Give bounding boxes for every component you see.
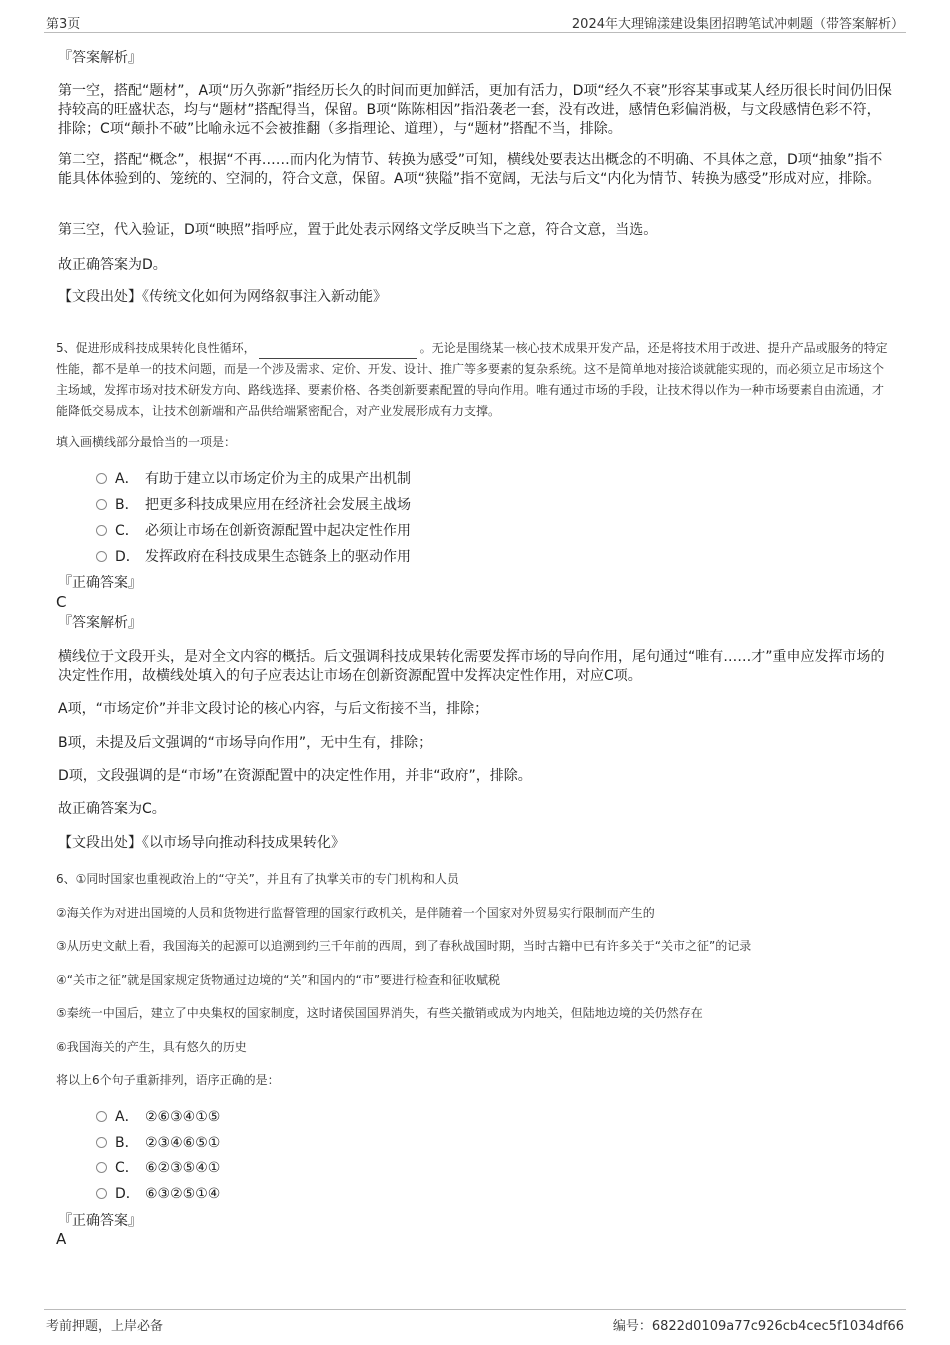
option-letter: A．: [115, 1109, 139, 1125]
q6-prompt: 将以上6个句子重新排列，语序正确的是：: [56, 1073, 280, 1087]
q5-option-c[interactable]: [96, 520, 411, 540]
option-text: ②③④⑥⑤①: [145, 1135, 221, 1151]
q6-option-c[interactable]: [96, 1157, 220, 1177]
page-number: 第3页: [46, 17, 81, 32]
option-letter: B．: [115, 1135, 139, 1151]
fill-blank: [259, 344, 417, 359]
q5-analysis-para4: D项，文段强调的是“市场”在资源配置中的决定性作用，并非“政府”，排除。: [58, 768, 532, 784]
q4-analysis-para1: 第一空，搭配“题材”，A项“历久弥新”指经历长久的时间而更加鲜活，更加有活力，D项“经久不衰”形容某事或某人经历很长时间仍旧保持较高的旺盛状态，均与“题材”搭配得当，保留。B项“陈陈相因”指沿袭老一套，没有改进，感情色彩偏消极，与文段感情色彩不符，排除；C项“颠扑不破”比喻永远不会被推翻（多指理论、道理），与“题材”搭配不当，排除。: [58, 83, 892, 137]
option-text: ⑥③②⑤①④: [145, 1186, 221, 1202]
q6-answer-title: 『正确答案』: [58, 1213, 142, 1229]
q5-analysis-para2: A项，“市场定价”并非文段讨论的核心内容，与后文衔接不当，排除；: [58, 701, 489, 717]
radio-icon[interactable]: [96, 1137, 107, 1148]
radio-icon[interactable]: [96, 473, 107, 484]
q6-sentence-1: 6、①同时国家也重视政治上的“守关”，并且有了执掌关市的专门机构和人员: [56, 872, 459, 886]
q6-sentence-6: ⑥我国海关的产生，具有悠久的历史: [56, 1040, 247, 1054]
option-text: 把更多科技成果应用在经济社会发展主战场: [145, 497, 411, 513]
q6-option-d[interactable]: [96, 1183, 220, 1203]
option-letter: C．: [115, 1160, 139, 1176]
q6-sentence-5: ⑤秦统一中国后，建立了中央集权的国家制度，这时诸侯国国界消失，有些关撤销或成为内地关，但陆地边境的关仍然存在: [56, 1006, 703, 1020]
option-text: ⑥②③⑤④①: [145, 1160, 221, 1176]
option-letter: C．: [115, 523, 139, 539]
q5-prompt: 填入画横线部分最恰当的一项是：: [56, 435, 237, 449]
radio-icon[interactable]: [96, 525, 107, 536]
q5-answer-title: 『正确答案』: [58, 575, 142, 591]
q5-option-a[interactable]: [96, 468, 411, 488]
q4-analysis-para2: 第二空，搭配“概念”，根据“不再……而内化为情节、转换为感受”可知，横线处要表达出概念的不明确、不具体之意，D项“抽象”指不能具体体验到的、笼统的、空洞的，符合文意，保留。A项“狭隘”指不宽阔，无法与后文“内化为情节、转换为感受”形成对应，排除。: [58, 152, 883, 187]
option-text: 有助于建立以市场定价为主的成果产出机制: [145, 471, 411, 487]
option-text: 发挥政府在科技成果生态链条上的驱动作用: [145, 549, 411, 565]
q6-sentence-4: ④“关市之征”就是国家规定货物通过边境的“关”和国内的“市”要进行检查和征收赋税: [56, 973, 501, 987]
q6-option-a[interactable]: [96, 1106, 220, 1126]
q5-analysis-para3: B项，未提及后文强调的“市场导向作用”，无中生有，排除；: [58, 735, 433, 751]
option-text: 必须让市场在创新资源配置中起决定性作用: [145, 523, 411, 539]
q6-option-b[interactable]: [96, 1132, 220, 1152]
page-header: [44, 10, 906, 33]
option-text: ②⑥③④①⑤: [145, 1109, 221, 1125]
document-title: 2024年大理锦漾建设集团招聘笔试冲刺题（带答案解析）: [571, 17, 904, 32]
option-letter: A．: [115, 471, 139, 487]
radio-icon[interactable]: [96, 1111, 107, 1122]
q5-analysis-para1: 横线位于文段开头，是对全文内容的概括。后文强调科技成果转化需要发挥市场的导向作用，尾句通过“唯有……才”重申应发挥市场的决定性作用，故横线处填入的句子应表达让市场在创新资源配置中发挥决定性作用，对应C项。: [58, 649, 885, 684]
q5-analysis-title: 『答案解析』: [58, 615, 142, 631]
radio-icon[interactable]: [96, 551, 107, 562]
q5-answer: C: [56, 593, 67, 611]
q5-source: 【文段出处】《以市场导向推动科技成果转化》: [58, 835, 345, 851]
q5-option-b[interactable]: [96, 494, 411, 514]
radio-icon[interactable]: [96, 1162, 107, 1173]
q6-sentence-3: ③从历史文献上看，我国海关的起源可以追溯到约三千年前的西周，到了春秋战国时期，当时古籍中已有许多关于“关市之征”的记录: [56, 939, 752, 953]
q6-sentence-2: ②海关作为对进出国境的人员和货物进行监督管理的国家行政机关，是伴随着一个国家对外贸易实行限制而产生的: [56, 906, 655, 920]
q5-stem-rest: 。无论是围绕某一核心技术成果开发产品，还是将技术用于改进、提升产品或服务的特定性能，都不是单一的技术问题，而是一个涉及需求、定价、开发、设计、推广等多要素的复杂系统。这不是简单地对接洽谈就能实现的，而必须立足市场这个主场域，发挥市场对技术研发方向、路线选择、要素价格、各类创新要素配置的导向作用。唯有通过市场的手段，让技术得以作为一种市场要素自由流通，才能降低交易成本，让技术创新端和产品供给端紧密配合，对产业发展形成有力支撑。: [56, 341, 888, 418]
radio-icon[interactable]: [96, 1188, 107, 1199]
option-letter: B．: [115, 497, 139, 513]
q4-conclusion: 故正确答案为D。: [58, 257, 167, 273]
page-footer: [44, 1309, 906, 1334]
q5-conclusion: 故正确答案为C。: [58, 801, 166, 817]
q5-stem-prefix: 5、促进形成科技成果转化良性循环，: [56, 341, 256, 355]
radio-icon[interactable]: [96, 499, 107, 510]
q5-stem: [56, 338, 894, 422]
footer-slogan: 考前押题，上岸必备: [46, 1319, 164, 1334]
q4-analysis-para3: 第三空，代入验证，D项“映照”指呼应，置于此处表示网络文学反映当下之意，符合文意，当选。: [58, 222, 658, 238]
option-letter: D．: [115, 549, 140, 565]
document-id: 编号：6822d0109a77c926cb4cec5f1034df66: [612, 1319, 904, 1334]
q4-analysis-title: 『答案解析』: [58, 50, 142, 66]
q5-option-d[interactable]: [96, 546, 411, 566]
q6-answer: A: [56, 1230, 67, 1248]
option-letter: D．: [115, 1186, 140, 1202]
q4-source: 【文段出处】《传统文化如何为网络叙事注入新动能》: [58, 289, 387, 305]
